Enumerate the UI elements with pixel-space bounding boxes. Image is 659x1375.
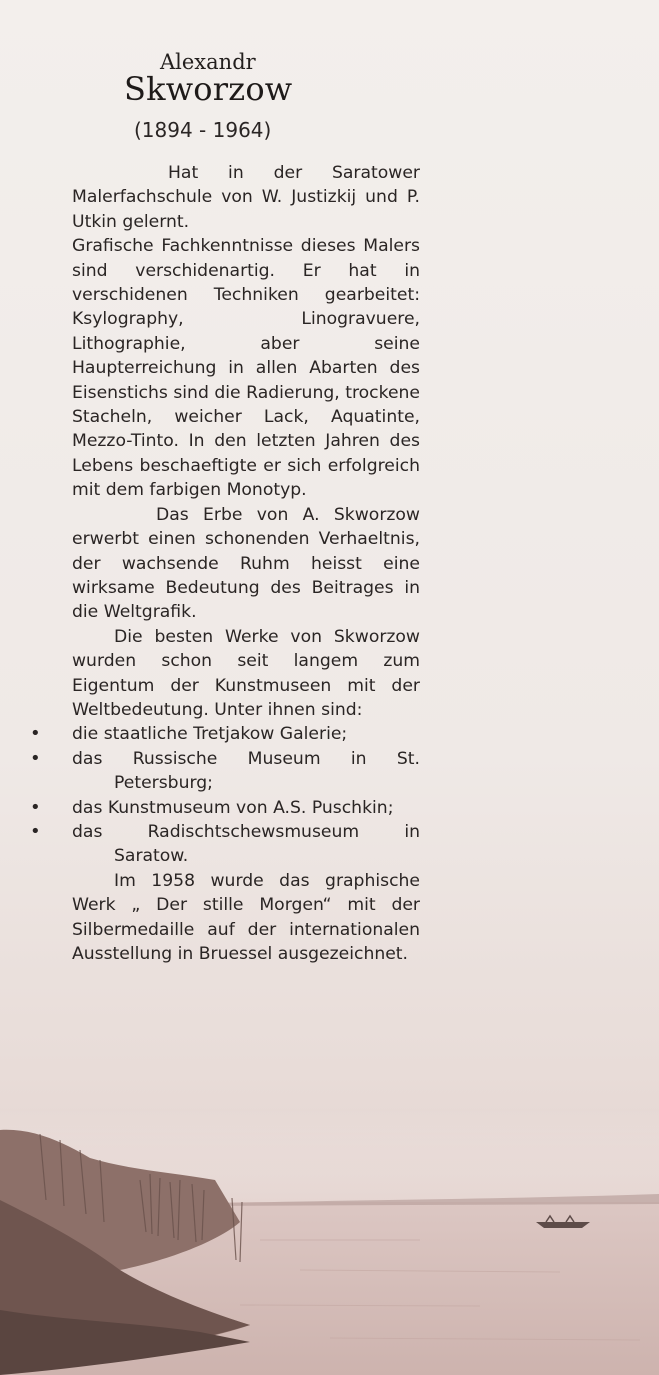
paragraph-award: Im 1958 wurde das graphische Werk „ Der stille Morgen“ mit der Silbermedaille auf der internationalen Ausstellung in Bruessel ausgezeichnet.: [72, 870, 420, 964]
biography-text: [72, 161, 420, 966]
paragraph-legacy: Das Erbe von A. Skworzow erwerbt einen schonenden Verhaeltnis, der wachsende Ruhm heisst eine wirksame Bedeutung des Beitrages in die Weltgrafik.: [72, 504, 420, 623]
list-item: das Kunstmuseum von A.S. Puschkin;: [72, 797, 394, 818]
paragraph-museums: Die besten Werke von Skworzow wurden schon seit langem zum Eigentum der Kunstmuseen mit der Weltbedeutung. Unter ihnen sind:: [72, 626, 420, 720]
museum-list: [72, 722, 420, 868]
list-item: die staatliche Tretjakow Galerie;: [72, 724, 348, 745]
paragraph-education: Hat in der Saratower Malerfachschule von W. Justizkij und P. Utkin gelernt.: [72, 163, 420, 232]
paragraph-techniques: Grafische Fachkenntnisse dieses Malers sind verschidenartig. Er hat in verschidenen Techniken gearbeitet: Ksylography, Linogravuere, Lithographie, aber seine Haupterreichung in allen Abarten des Eisenstichs sind die Radierung, trockene Stacheln, weicher Lack, Aquatinte, Mezzo-Tinto. In den letzten Jahren des Lebens beschaeftigte er sich erfolgreich mit dem farbigen Monotyp.: [72, 236, 420, 501]
list-item: das Russische Museum in St. Petersburg;: [72, 748, 420, 794]
artist-first-name: Alexandr: [160, 50, 256, 74]
river-landscape-image: [0, 1110, 659, 1375]
artist-life-years: (1894 - 1964): [134, 118, 272, 142]
list-item: das Radischtschewsmuseum in Saratow.: [72, 821, 420, 867]
artist-last-name: Skworzow: [124, 70, 293, 108]
